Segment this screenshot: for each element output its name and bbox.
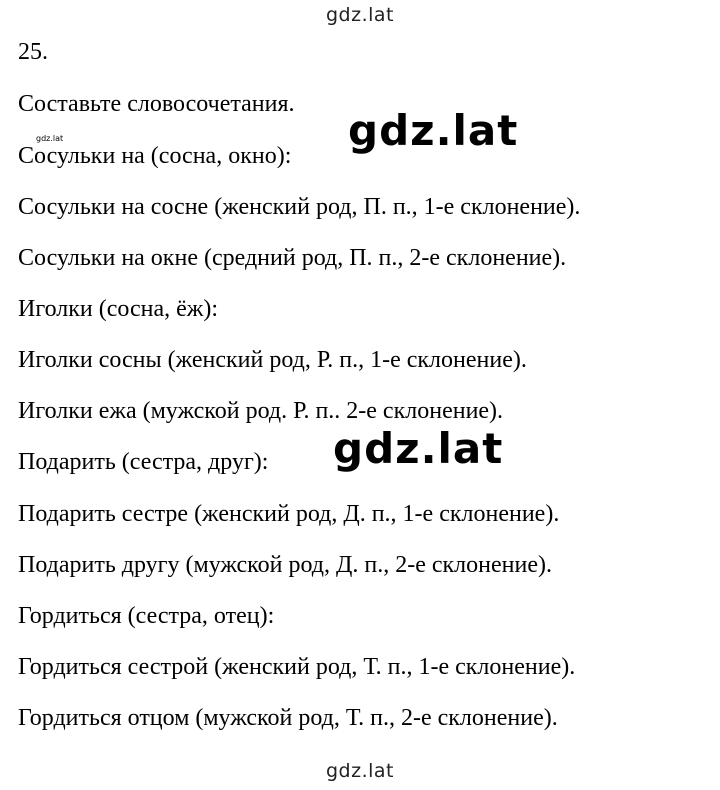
watermark-small: gdz.lat [36, 134, 64, 143]
answer-line: Иголки сосны (женский род, Р. п., 1-е склонение). [18, 347, 527, 373]
answer-line: Гордиться отцом (мужской род, Т. п., 2-е склонение). [18, 705, 558, 731]
watermark-large: gdz.lat [333, 424, 504, 473]
answer-line: Иголки ежа (мужской род. Р. п.. 2-е склонение). [18, 398, 504, 424]
task-heading: Гордиться (сестра, отец): [18, 603, 275, 629]
task-heading: Сосульки на (сосна, окно): [18, 143, 292, 169]
watermark-top: gdz.lat [325, 4, 394, 26]
watermark-bottom: gdz.lat [325, 760, 394, 782]
watermark-large: gdz.lat [348, 106, 519, 155]
answer-line: Гордиться сестрой (женский род, Т. п., 1-е склонение). [18, 654, 576, 680]
task-heading: Подарить (сестра, друг): [18, 449, 269, 475]
answer-line: Сосульки на окне (средний род, П. п., 2-е склонение). [18, 245, 567, 271]
exercise-number: 25. [18, 39, 48, 65]
instruction-line: Составьте словосочетания. [18, 91, 295, 117]
answer-line: Сосульки на сосне (женский род, П. п., 1-е склонение). [18, 194, 581, 220]
task-heading: Иголки (сосна, ёж): [18, 296, 219, 322]
answer-line: Подарить сестре (женский род, Д. п., 1-е склонение). [18, 501, 560, 527]
answer-line: Подарить другу (мужской род, Д. п., 2-е склонение). [18, 552, 552, 578]
